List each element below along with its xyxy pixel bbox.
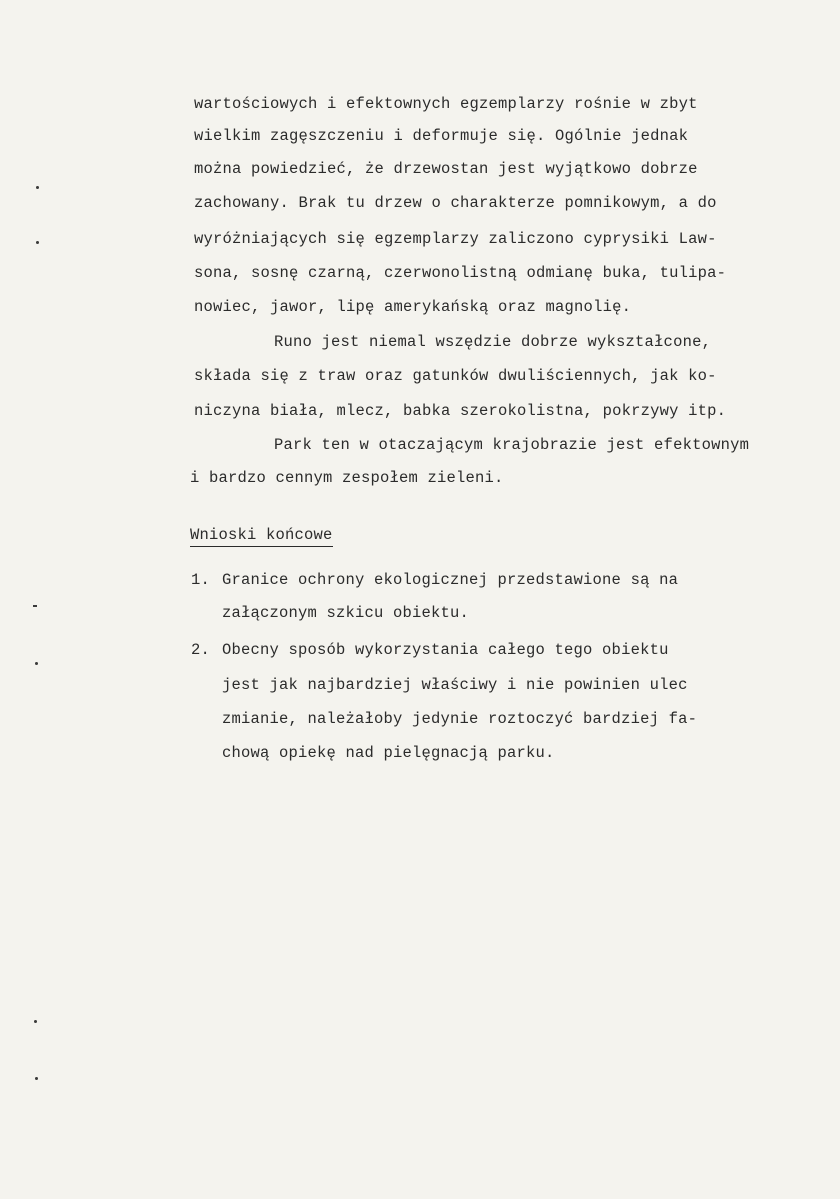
list-item-text: załączonym szkicu obiektu. (222, 604, 470, 622)
text-line: Park ten w otaczającym krajobrazie jest efektownym (274, 436, 750, 454)
margin-mark (34, 1020, 37, 1023)
margin-mark (33, 605, 37, 607)
list-item-text: Granice ochrony ekologicznej przedstawione są na (222, 571, 679, 589)
text-line: zachowany. Brak tu drzew o charakterze pomnikowym, a do (194, 194, 717, 212)
text-line: wartościowych i efektownych egzemplarzy rośnie w zbyt (194, 95, 698, 113)
text-line: wyróżniających się egzemplarzy zaliczono cyprysiki Law- (194, 230, 717, 248)
list-item-text: Obecny sposób wykorzystania całego tego obiektu (222, 641, 669, 659)
text-line: nowiec, jawor, lipę amerykańską oraz magnolię. (194, 298, 632, 316)
list-item-text: chową opiekę nad pielęgnacją parku. (222, 744, 555, 762)
text-line: sona, sosnę czarną, czerwonolistną odmianę buka, tulipa- (194, 264, 727, 282)
margin-mark (35, 662, 38, 665)
text-line: wielkim zagęszczeniu i deformuje się. Ogólnie jednak (194, 127, 689, 145)
text-line: Runo jest niemal wszędzie dobrze wykształcone, (274, 333, 712, 351)
text-line: składa się z traw oraz gatunków dwuliściennych, jak ko- (194, 367, 717, 385)
list-number: 1. (191, 571, 211, 589)
margin-mark (36, 241, 39, 244)
text-line: i bardzo cennym zespołem zieleni. (190, 469, 504, 487)
margin-mark (35, 1077, 38, 1080)
list-item-text: jest jak najbardziej właściwy i nie powinien ulec (222, 676, 688, 694)
section-heading: Wnioski końcowe (190, 525, 333, 547)
text-line: niczyna biała, mlecz, babka szerokolistna, pokrzywy itp. (194, 402, 727, 420)
margin-mark (36, 186, 39, 189)
list-number: 2. (191, 641, 211, 659)
list-item-text: zmianie, należałoby jedynie roztoczyć bardziej fa- (222, 710, 698, 728)
text-line: można powiedzieć, że drzewostan jest wyjątkowo dobrze (194, 160, 698, 178)
